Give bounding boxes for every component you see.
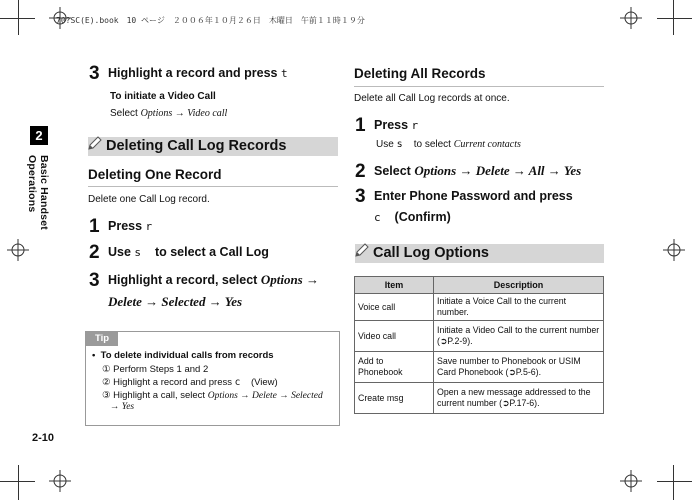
registration-mark-icon bbox=[7, 239, 29, 261]
subsection-title: Deleting One Record bbox=[88, 167, 222, 182]
video-call-instruction: Select Options → Video call bbox=[110, 108, 228, 119]
right-step-1-sub: Use s to select Current contacts bbox=[376, 139, 521, 150]
step-2-select-call-log: 2 Use s to select a Call Log bbox=[89, 242, 269, 263]
deleting-all-records-heading: Deleting All Records bbox=[354, 66, 486, 81]
divider bbox=[88, 186, 338, 187]
registration-mark-icon bbox=[49, 7, 71, 29]
pencil-icon bbox=[353, 241, 371, 259]
right-step-2-select: 2 Select Options → Delete → All → Yes bbox=[355, 161, 582, 182]
table-row bbox=[355, 294, 604, 321]
column-header-item: Item bbox=[355, 277, 434, 294]
table-row bbox=[355, 321, 604, 352]
tip-item-1: ① Perform Steps 1 and 2 bbox=[102, 364, 209, 375]
table-row bbox=[355, 383, 604, 414]
tip-item-2: ② Highlight a record and press c (View) bbox=[102, 377, 278, 388]
table-cell-description: Initiate a Voice Call to the current number. bbox=[434, 294, 604, 321]
print-header: 70?SC(E).book 10 ページ ２００６年１０月２６日 木曜日 午前１１時１９分 bbox=[56, 16, 365, 25]
table-header-row bbox=[355, 277, 604, 294]
tip-label: Tip bbox=[86, 332, 118, 346]
table-cell-item: Add to Phonebook bbox=[355, 352, 434, 383]
registration-mark-icon bbox=[663, 239, 685, 261]
step-1-press: 1 Press r bbox=[89, 216, 153, 237]
column-header-description: Description bbox=[434, 277, 604, 294]
section-deleting-call-log-records: Deleting Call Log Records bbox=[88, 137, 338, 156]
table-cell-item: Voice call bbox=[355, 294, 434, 321]
table-cell-description: Initiate a Video Call to the current number (➲P.2-9). bbox=[434, 321, 604, 352]
video-call-heading: To initiate a Video Call bbox=[110, 91, 216, 102]
tip-bullet: • To delete individual calls from records bbox=[92, 350, 274, 361]
registration-mark-icon bbox=[49, 470, 71, 492]
tip-item-3: ③ Highlight a call, select Options → Delete → Selected → Yes bbox=[102, 390, 323, 412]
chapter-title: Basic Handset Operations bbox=[26, 155, 50, 230]
right-step-1-press: 1 Press r bbox=[355, 115, 419, 136]
table-cell-description: Save number to Phonebook or USIM Card Phonebook (➲P.5-6). bbox=[434, 352, 604, 383]
call-log-options-table bbox=[354, 276, 604, 414]
right-step-3-password: 3 Enter Phone Password and press c (Confirm) bbox=[355, 186, 573, 224]
section-call-log-options: Call Log Options bbox=[355, 244, 604, 263]
table-cell-description: Open a new message addressed to the current number (➲P.17-6). bbox=[434, 383, 604, 414]
registration-mark-icon bbox=[620, 470, 642, 492]
subsection-description: Delete one Call Log record. bbox=[88, 194, 210, 205]
divider bbox=[354, 86, 604, 87]
registration-mark-icon bbox=[620, 7, 642, 29]
step-3-select-delete: 3 Highlight a record, select Options → Delete → Selected → Yes bbox=[89, 270, 319, 309]
pencil-icon bbox=[86, 134, 104, 152]
chapter-tab: 2 bbox=[30, 126, 48, 145]
tip-box bbox=[85, 331, 340, 426]
table-row bbox=[355, 352, 604, 383]
step-3-highlight-record: 3 Highlight a record and press t bbox=[89, 63, 288, 84]
deleting-all-description: Delete all Call Log records at once. bbox=[354, 93, 510, 104]
page-number: 2-10 bbox=[32, 432, 55, 444]
table-cell-item: Create msg bbox=[355, 383, 434, 414]
table-cell-item: Video call bbox=[355, 321, 434, 352]
